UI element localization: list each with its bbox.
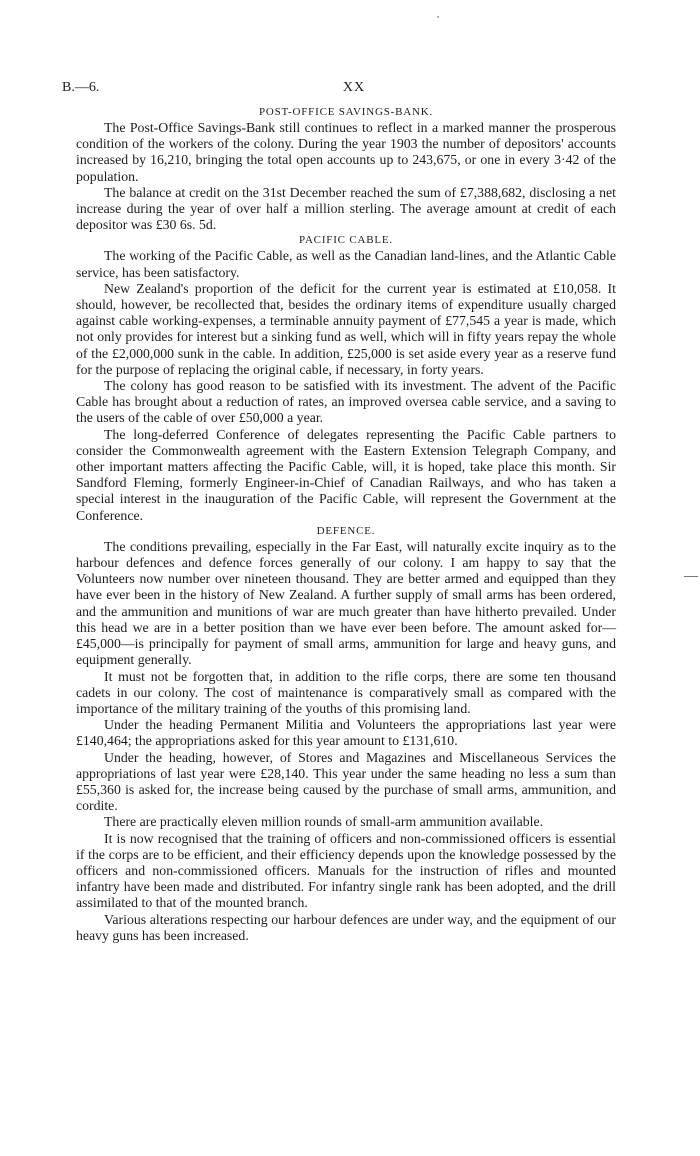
print-speck [437, 16, 439, 18]
paragraph: The conditions prevailing, especially in the Far East, will naturally excite inquiry as to the harbour defences and defence forces generally of our colony. I am happy to say that the Volunteers now number over nineteen thousand. They are better armed and equipped than they have ever been in the history of New Zealand. A further supply of small arms has been ordered, and the ammunition and munitions of war are much greater than have hitherto prevailed. Under this head we are in a better position than we have ever been before. The amount asked for—£45,000—is principally for payment of small arms, ammunition for large and heavy guns, and equipment generally. [76, 538, 616, 668]
section-title: POST-OFFICE SAVINGS-BANK. [258, 106, 434, 118]
margin-mark [684, 576, 698, 577]
paragraph: The working of the Pacific Cable, as well as the Canadian land-lines, and the Atlantic Cable service, has been satisfactory. [76, 248, 616, 280]
section-savings-bank [76, 105, 616, 233]
paragraph: Various alterations respecting our harbour defences are under way, and the equipment of our heavy guns has been increased. [76, 911, 616, 943]
page-body [76, 105, 616, 944]
paragraph: The Post-Office Savings-Bank still continues to reflect in a marked manner the prosperous condition of the workers of the colony. During the year 1903 the number of depositors' accounts increased by 16,210, bringing the total open accounts up to 243,675, or one in every 3·42 of the population. [76, 120, 616, 184]
paragraph: Under the heading, however, of Stores and Magazines and Miscellaneous Services the appropriations of last year were £28,140. This year under the same heading no less a sum than £55,360 is asked for, the increase being caused by the purchase of small arms, ammunition, and cordite. [76, 749, 616, 814]
section-pacific-cable [76, 233, 616, 523]
paragraph: Under the heading Permanent Militia and Volunteers the appropriations last year were £140,464; the appropriations asked for this year amount to £131,610. [76, 717, 616, 749]
section-title: DEFENCE. [316, 524, 376, 537]
paragraph: It is now recognised that the training of officers and non-commissioned officers is essential if the corps are to be efficient, and their efficiency depends upon the knowledge possessed by the officers and non-commissioned officers. Manuals for the instruction of rifles and mounted infantry have been made and distributed. For infantry single rank has been adopted, and the drill assimilated to that of the mounted branch. [76, 830, 616, 911]
paragraph: The balance at credit on the 31st December reached the sum of £7,388,682, disclosing a net increase during the year of over half a million sterling. The average amount at credit of each depositor was £30 6s. 5d. [76, 184, 616, 233]
page-header [62, 80, 646, 100]
paragraph: The long-deferred Conference of delegates representing the Pacific Cable partners to consider the Commonwealth agreement with the Eastern Extension Telegraph Company, and other important matters affecting the Pacific Cable, will, it is hoped, take place this month. Sir Sandford Fleming, formerly Engineer-in-Chief of Canadian Railways, and who has taken a special interest in the inauguration of the Pacific Cable, will represent the Government at the Conference. [76, 426, 616, 523]
paragraph: There are practically eleven million rounds of small-arm ammunition available. [104, 814, 544, 830]
paragraph: The colony has good reason to be satisfied with its investment. The advent of the Pacific Cable has brought about a reduction of rates, an improved oversea cable service, and a saving to the users of the cable of over £50,000 a year. [76, 378, 616, 426]
paragraph: It must not be forgotten that, in addition to the rifle corps, there are some ten thousand cadets in our colony. The cost of maintenance is comparatively small as compared with the importance of the military training of the youths of this promising land. [76, 668, 616, 716]
section-title: PACIFIC CABLE. [299, 234, 393, 247]
page-number: XX [342, 80, 366, 95]
paragraph: New Zealand's proportion of the deficit for the current year is estimated at £10,058. It should, however, be recollected that, besides the ordinary items of expenditure usually charged against cable working-expenses, a terminable annuity payment of £77,545 a year is made, which not only provides for interest but a sinking fund as well, which will in fifty years repay the whole of the £2,000,000 sunk in the cable. In addition, £25,000 is set aside every year as a reserve fund for the purpose of replacing the original cable, if necessary, in forty years. [76, 280, 616, 377]
section-defence [76, 524, 616, 944]
report-reference: B.—6. [62, 80, 100, 95]
